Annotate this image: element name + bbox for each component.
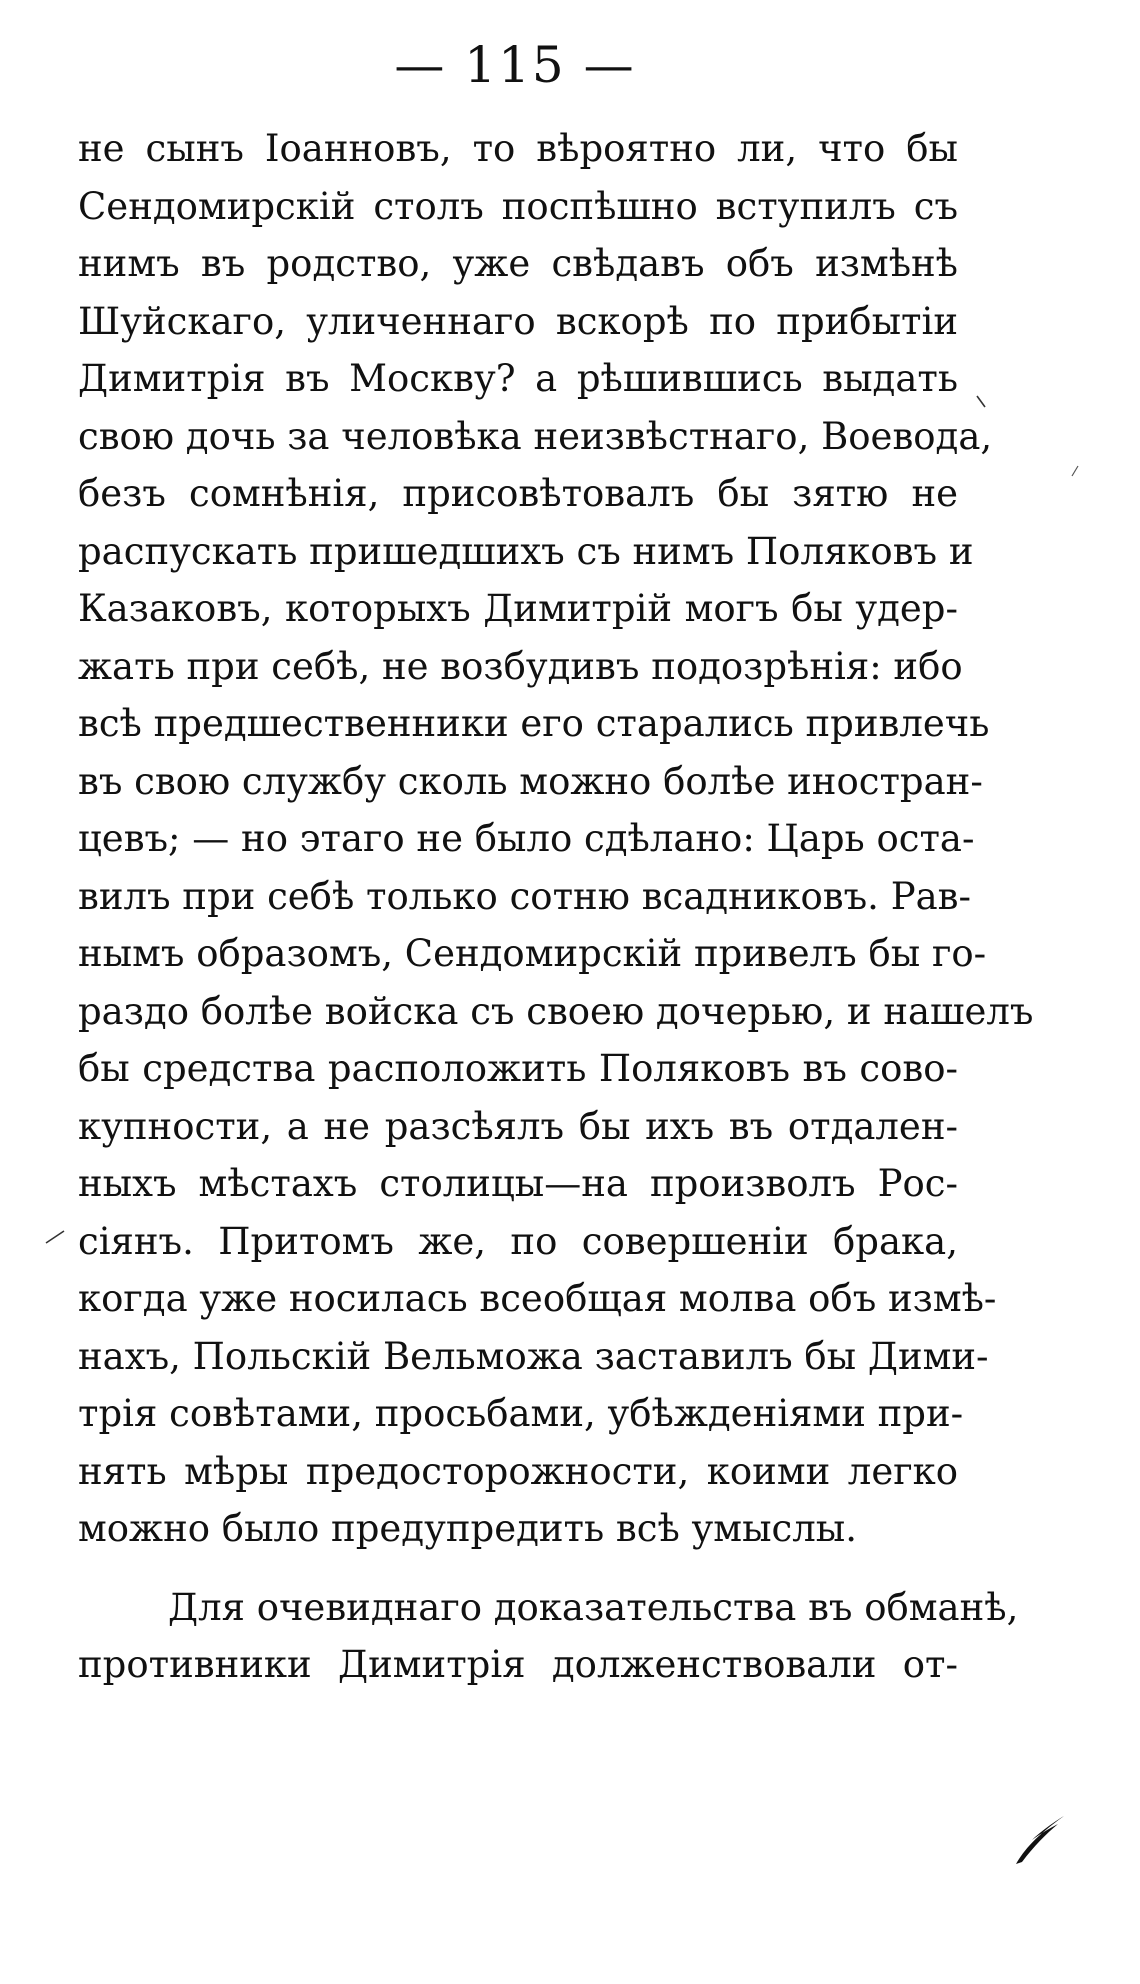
text-line: ныхъ мѣстахъ столицы—на произволъ Рос- <box>78 1162 958 1205</box>
text-line: распускать пришедшихъ съ нимъ Поляковъ и <box>78 529 974 573</box>
text-line: Для очевиднаго доказательства въ обманѣ, <box>168 1585 1019 1629</box>
paragraph-gap <box>78 1558 958 1579</box>
text-line: купности, а не разсѣялъ бы ихъ въ отдален- <box>78 1104 958 1148</box>
text-line: раздо болѣе войска съ своею дочерью, и нашелъ <box>78 989 1034 1033</box>
page-number-header: — 115 — <box>394 36 636 94</box>
text-line: вилъ при себѣ только сотню всадниковъ. Рав- <box>78 874 971 918</box>
text-line: Казаковъ, которыхъ Димитрій могъ бы удер- <box>78 587 958 630</box>
text-line: безъ сомнѣнія, присовѣтовалъ бы зятю не <box>78 472 958 515</box>
text-line: всѣ предшественники его старались привлечь <box>78 702 990 745</box>
text-line: нять мѣры предосторожности, коими легко <box>78 1449 958 1493</box>
text-line: нымъ образомъ, Сендомирскій привелъ бы го- <box>78 932 987 975</box>
page-body-text <box>78 120 1034 1694</box>
text-line: свою дочь за человѣка неизвѣстнаго, Воевода, <box>78 414 993 458</box>
text-line: противники Димитрія долженствовали от- <box>78 1643 958 1686</box>
text-line: въ свою службу сколь можно болѣе иностран- <box>78 759 983 803</box>
text-line: когда уже носилась всеобщая молва объ измѣ- <box>78 1277 997 1320</box>
text-line: не сынъ Іоанновъ, то вѣроятно ли, что бы <box>78 127 958 170</box>
text-line: Сендомирскій столъ поспѣшно вступилъ съ <box>78 184 958 228</box>
text-line: сіянъ. Притомъ же, по совершеніи брака, <box>78 1219 958 1263</box>
ink-speck-mark <box>45 1230 65 1244</box>
text-line: можно было предупредить всѣ умыслы. <box>78 1507 857 1550</box>
text-line: трія совѣтами, просьбами, убѣжденіями при- <box>78 1392 964 1435</box>
ink-quill-mark <box>1010 1810 1070 1870</box>
text-line: цевъ; — но этаго не было сдѣлано: Царь оста- <box>78 817 975 860</box>
ink-speck-mark <box>975 395 987 409</box>
ink-speck-mark <box>1070 465 1080 477</box>
text-line: Димитрія въ Москву? а рѣшившись выдать <box>78 357 958 400</box>
text-line: нимъ въ родство, уже свѣдавъ объ измѣнѣ <box>78 242 958 285</box>
text-line: нахъ, Польскій Вельможа заставилъ бы Дими- <box>78 1334 989 1378</box>
text-line: жать при себѣ, не возбудивъ подозрѣнія: ибо <box>78 644 963 688</box>
text-line: бы средства расположить Поляковъ въ сово- <box>78 1047 958 1090</box>
text-line: Шуйскаго, уличеннаго вскорѣ по прибытіи <box>78 299 958 343</box>
